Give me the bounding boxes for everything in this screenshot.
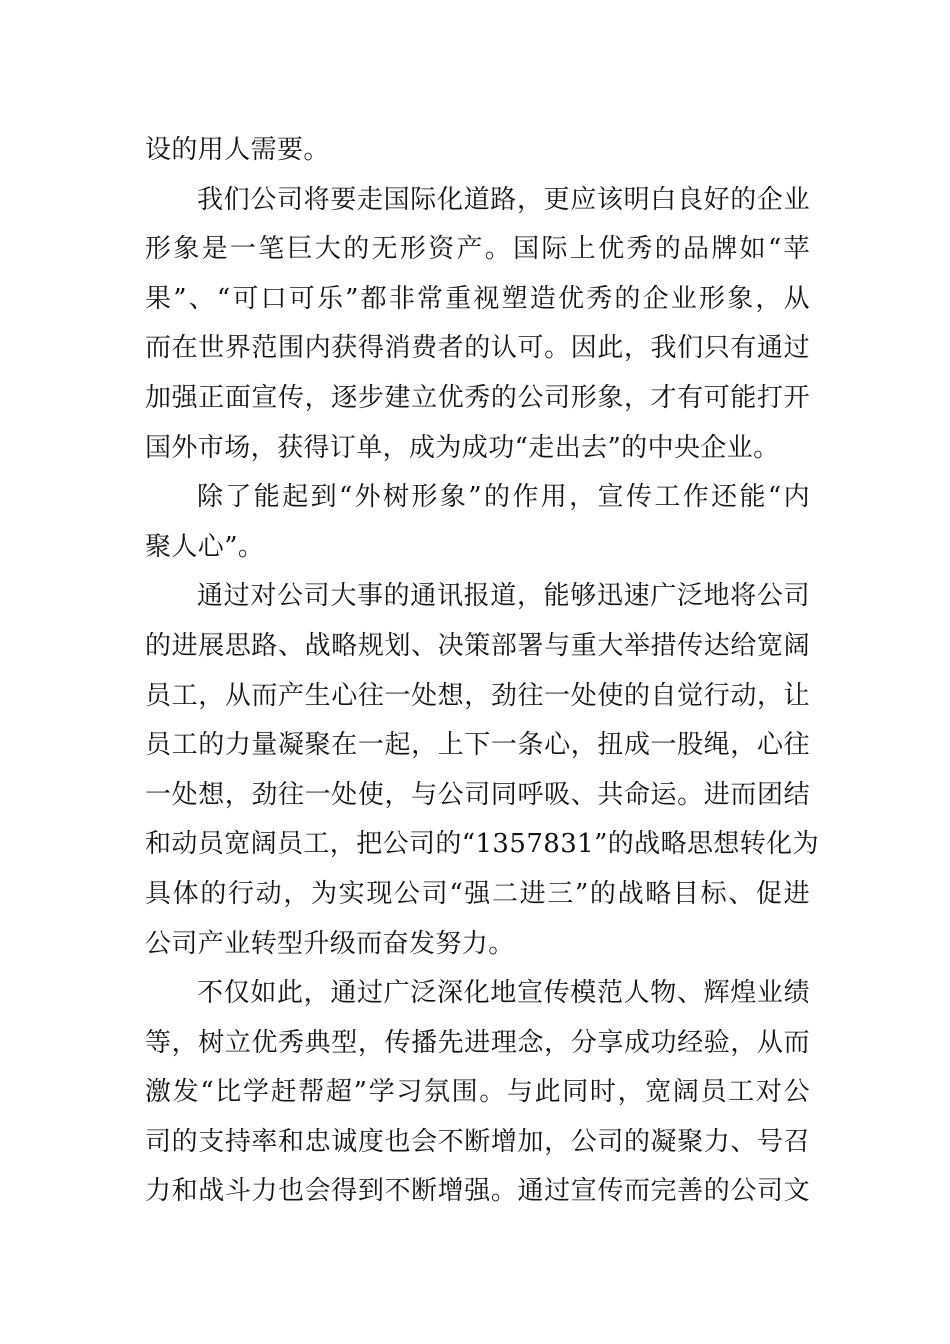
text-line: 的进展思路、战略规划、决策部署与重大举措传达给宽阔 <box>145 630 810 661</box>
text-line: 设的用人需要。 <box>145 135 330 165</box>
text-line: 等，树立优秀典型，传播先进理念，分享成功经验，从而 <box>145 1027 810 1058</box>
text-line: 加强正面宣传，逐步建立优秀的公司形象，才有可能打开 <box>145 382 810 413</box>
paragraph-4 <box>145 572 819 969</box>
text-line: 员工的力量凝聚在一起，上下一条心，扭成一股绳，心往 <box>145 730 810 761</box>
text-line: 果”、“可口可乐”都非常重视塑造优秀的企业形象，从 <box>145 283 810 314</box>
text-line: 通过对公司大事的通讯报道，能够迅速广泛地将公司 <box>197 581 810 612</box>
text-line: 力和战斗力也会得到不断增强。通过宣传而完善的公司文 <box>145 1176 810 1207</box>
text-line: 除了能起到“外树形象”的作用，宣传工作还能“内 <box>197 482 810 513</box>
body-text <box>145 126 819 1217</box>
text-line: 我们公司将要走国际化道路，更应该明白良好的企业 <box>197 184 810 215</box>
paragraph-5 <box>145 969 810 1217</box>
text-line: 激发“比学赶帮超”学习氛围。与此同时，宽阔员工对公 <box>145 1077 810 1108</box>
paragraph-3 <box>145 473 810 572</box>
text-line: 而在世界范围内获得消费者的认可。因此，我们只有通过 <box>145 333 810 364</box>
text-line: 和动员宽阔员工，把公司的“1357831”的战略思想转化为 <box>145 829 819 860</box>
text-line: 员工，从而产生心往一处想，劲往一处使的自觉行动，让 <box>145 680 810 711</box>
paragraph-2 <box>145 176 810 474</box>
paragraph-1 <box>145 126 810 176</box>
text-line: 聚人心”。 <box>145 531 265 562</box>
text-line: 一处想，劲往一处使，与公司同呼吸、共命运。进而团结 <box>145 779 810 810</box>
text-line: 公司产业转型升级而奋发努力。 <box>145 928 515 959</box>
text-line: 不仅如此，通过广泛深化地宣传模范人物、辉煌业绩 <box>197 978 810 1009</box>
text-line: 具体的行动，为实现公司“强二进三”的战略目标、促进 <box>145 878 810 909</box>
text-line: 国外市场，获得订单，成为成功“走出去”的中央企业。 <box>145 432 780 463</box>
text-line: 司的支持率和忠诚度也会不断增加，公司的凝聚力、号召 <box>145 1126 810 1157</box>
text-line: 形象是一笔巨大的无形资产。国际上优秀的品牌如“苹 <box>145 234 810 265</box>
